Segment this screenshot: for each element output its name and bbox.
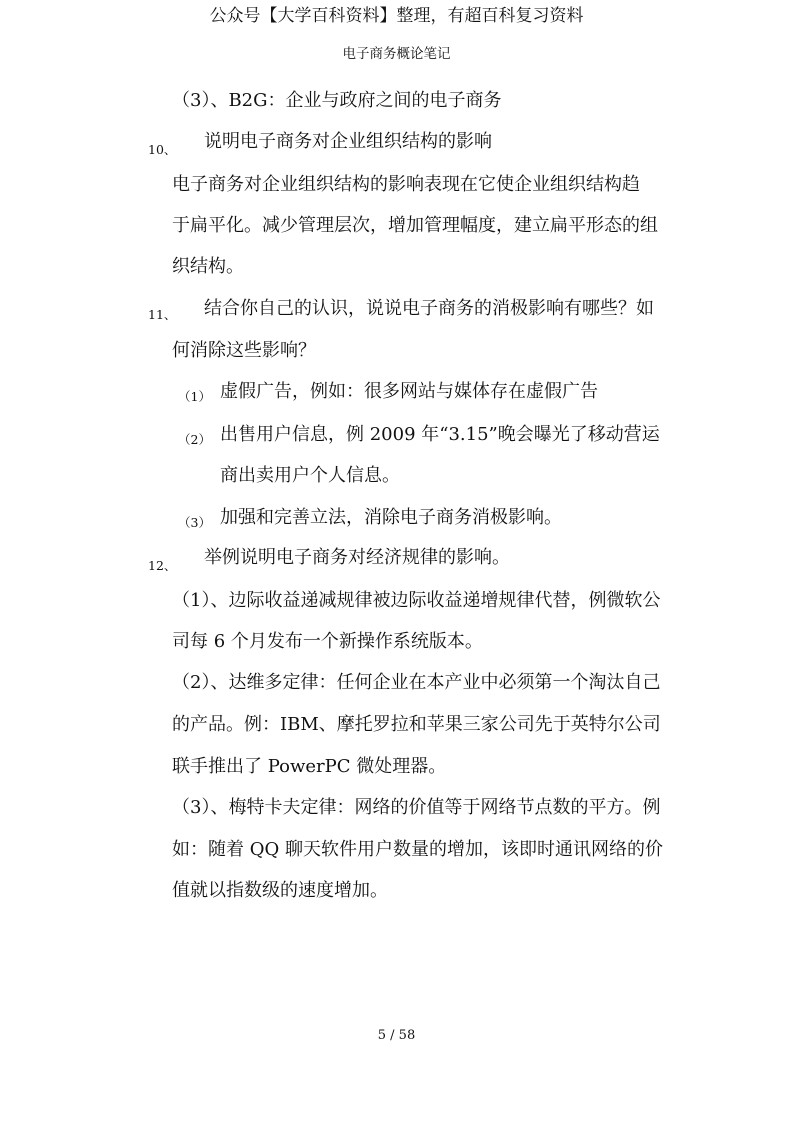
header-source-line: 公众号【大学百科资料】整理，有超百科复习资料: [209, 6, 584, 26]
question-12-paragraph-line: 司每 6 个月发布一个新操作系统版本。: [172, 631, 483, 652]
list-item-text: 出售用户信息，例 2009 年“3.15”晚会曝光了移动营运: [220, 424, 660, 445]
question-10-answer-line: 于扁平化。减少管理层次，增加管理幅度，建立扁平形态的组: [172, 215, 658, 236]
question-12-paragraph-line: （3）、梅特卡夫定律：网络的价值等于网络节点数的平方。例: [172, 797, 661, 818]
question-12-paragraph-line: 值就以指数级的速度增加。: [172, 880, 388, 901]
list-item-text: 加强和完善立法，消除电子商务消极影响。: [220, 507, 562, 528]
header-subtitle: 电子商务概论笔记: [342, 46, 451, 62]
list-item-text: 虚假广告，例如：很多网站与媒体存在虚假广告: [220, 381, 598, 402]
question-12-paragraph-line: 联手推出了 PowerPC 微处理器。: [172, 756, 447, 777]
question-11-number: 11、: [148, 307, 177, 322]
question-11-title-line: 结合你自己的认识，说说电子商务的消极影响有哪些？如: [204, 298, 654, 319]
list-item-number: （2）: [178, 432, 211, 447]
question-10-title: 说明电子商务对企业组织结构的影响: [204, 131, 492, 152]
page-number: 5 / 58: [377, 1028, 416, 1043]
question-12-paragraph-line: （2）、达维多定律：任何企业在本产业中必须第一个淘汰自己: [172, 672, 661, 693]
question-10-answer-line: 织结构。: [172, 256, 244, 277]
question-11-title-line: 何消除这些影响？: [172, 340, 316, 361]
question-12-number: 12、: [148, 558, 177, 573]
question-12-paragraph-line: 如：随着 QQ 聊天软件用户数量的增加，该即时通讯网络的价: [172, 839, 663, 860]
b2g-line: （3）、B2G：企业与政府之间的电子商务: [172, 90, 502, 111]
list-item-number: （3）: [178, 515, 211, 530]
list-item-text: 商出卖用户个人信息。: [220, 465, 400, 486]
question-10-number: 10、: [148, 142, 177, 157]
list-item-number: （1）: [178, 389, 211, 404]
question-12-title: 举例说明电子商务对经济规律的影响。: [204, 547, 510, 568]
question-12-paragraph-line: （1）、边际收益递减规律被边际收益递增规律代替，例微软公: [172, 590, 661, 611]
question-12-paragraph-line: 的产品。例：IBM、摩托罗拉和苹果三家公司先于英特尔公司: [172, 714, 661, 735]
question-10-answer-line: 电子商务对企业组织结构的影响表现在它使企业组织结构趋: [172, 174, 640, 195]
